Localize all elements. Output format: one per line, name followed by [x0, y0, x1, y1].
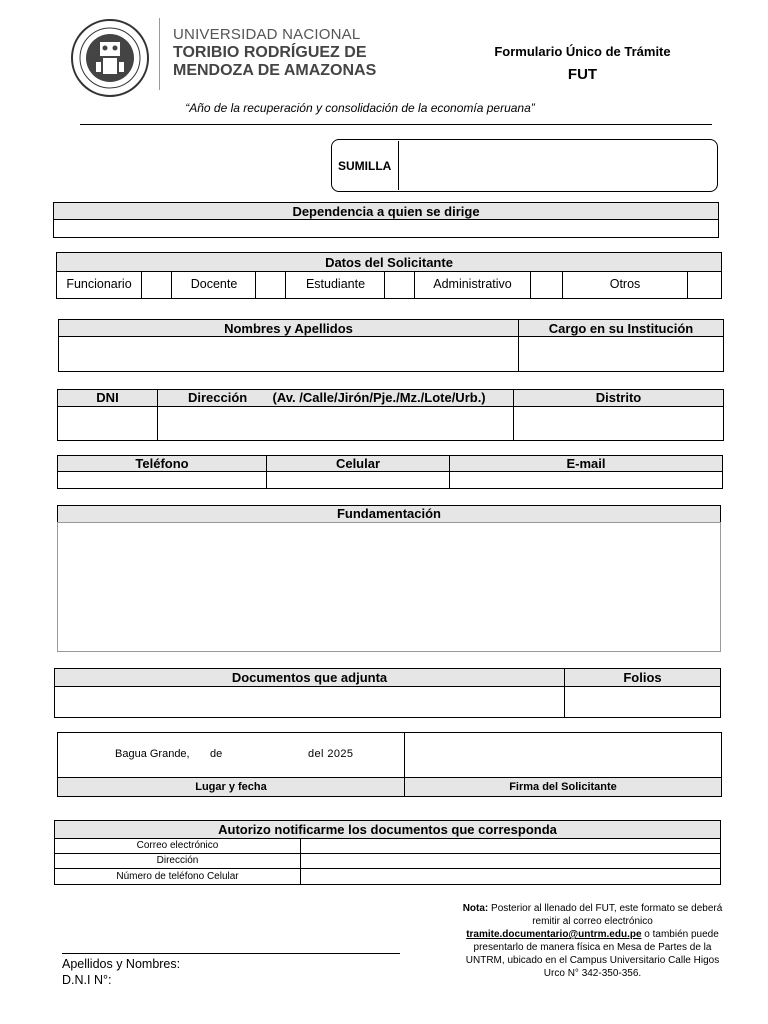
firma-label: Firma del Solicitante — [404, 777, 722, 797]
university-seal-icon — [70, 18, 150, 98]
form-title: Formulario Único de Trámite — [494, 44, 671, 59]
option-estudiante: Estudiante — [305, 277, 366, 291]
dependencia-field[interactable] — [53, 219, 719, 238]
distrito-header: Distrito — [513, 389, 724, 407]
autorizo-row-celular-field[interactable] — [300, 868, 721, 885]
del-year-text: del 2025 — [308, 748, 354, 760]
autorizo-header: Autorizo notificarme los documentos que corresponda — [54, 820, 721, 839]
names-label: Apellidos y Nombres: — [62, 957, 181, 971]
nombres-header: Nombres y Apellidos — [58, 319, 519, 337]
fundamentacion-field[interactable] — [57, 522, 721, 652]
email-field[interactable] — [449, 471, 723, 489]
direccion-detail: (Av. /Calle/Jirón/Pje./Mz./Lote/Urb.) — [272, 390, 486, 405]
direccion-header — [157, 389, 514, 407]
documentos-field[interactable] — [54, 686, 565, 718]
option-otros: Otros — [609, 277, 641, 291]
cargo-field[interactable] — [518, 336, 724, 372]
header-divider — [159, 18, 160, 90]
autorizo-row-correo-label: Correo electrónico — [54, 838, 301, 854]
dni-label: D.N.I N°: — [62, 973, 112, 987]
autorizo-row-celular-label: Número de teléfono Celular — [54, 868, 301, 885]
checkbox-docente[interactable] — [255, 271, 286, 299]
checkbox-administrativo[interactable] — [530, 271, 563, 299]
direccion-label: Dirección — [188, 390, 248, 405]
fundamentacion-header: Fundamentación — [57, 505, 721, 523]
checkbox-otros[interactable] — [687, 271, 722, 299]
de-text: de — [210, 748, 223, 760]
direccion-field[interactable] — [157, 406, 514, 441]
nombres-field[interactable] — [58, 336, 519, 372]
folios-field[interactable] — [564, 686, 721, 718]
autorizo-row-direccion-field[interactable] — [300, 853, 721, 869]
form-code: FUT — [567, 66, 598, 83]
university-name-line1: UNIVERSIDAD NACIONAL — [173, 26, 361, 43]
option-funcionario: Funcionario — [66, 277, 132, 291]
university-name-line2: TORIBIO RODRÍGUEZ DE — [173, 44, 367, 61]
sumilla-divider — [398, 141, 399, 190]
autorizo-row-direccion-label: Dirección — [54, 853, 301, 869]
note-email-link[interactable]: tramite.documentario@untrm.edu.pe — [466, 929, 642, 940]
folios-header: Folios — [564, 668, 721, 687]
dni-field[interactable] — [57, 406, 158, 441]
solicitante-header: Datos del Solicitante — [56, 252, 722, 272]
documentos-header: Documentos que adjunta — [54, 668, 565, 687]
option-docente: Docente — [190, 277, 238, 291]
sumilla-label: SUMILLA — [338, 159, 392, 173]
signature-line — [62, 953, 400, 954]
distrito-field[interactable] — [513, 406, 724, 441]
note-text2: o también puede presentarlo de manera física en Mesa de Partes de la UNTRM, ubicado en el Campus Universitario Calle Higos Urco N° 342-350-356. — [465, 929, 720, 979]
dependencia-header: Dependencia a quien se dirige — [53, 202, 719, 220]
university-name-line3: MENDOZA DE AMAZONAS — [173, 62, 377, 79]
checkbox-estudiante[interactable] — [384, 271, 415, 299]
cargo-header: Cargo en su Institución — [518, 319, 724, 337]
footnote — [460, 902, 725, 980]
lugar-fecha-label: Lugar y fecha — [57, 777, 405, 797]
autorizo-row-correo-field[interactable] — [300, 838, 721, 854]
checkbox-funcionario[interactable] — [141, 271, 172, 299]
telefono-header: Teléfono — [57, 455, 267, 472]
celular-header: Celular — [266, 455, 450, 472]
header-rule — [80, 124, 712, 125]
lugar-text: Bagua Grande, — [115, 748, 190, 760]
telefono-field[interactable] — [57, 471, 267, 489]
firma-field[interactable] — [404, 732, 722, 778]
year-motto: “Año de la recuperación y consolidación de la economía peruana” — [185, 101, 535, 115]
celular-field[interactable] — [266, 471, 450, 489]
option-administrativo: Administrativo — [433, 277, 512, 291]
note-text1: Posterior al llenado del FUT, este formato se deberá remitir al correo electrónico — [491, 903, 723, 927]
email-header: E-mail — [449, 455, 723, 472]
dni-header: DNI — [57, 389, 158, 407]
note-label: Nota: — [462, 903, 489, 914]
